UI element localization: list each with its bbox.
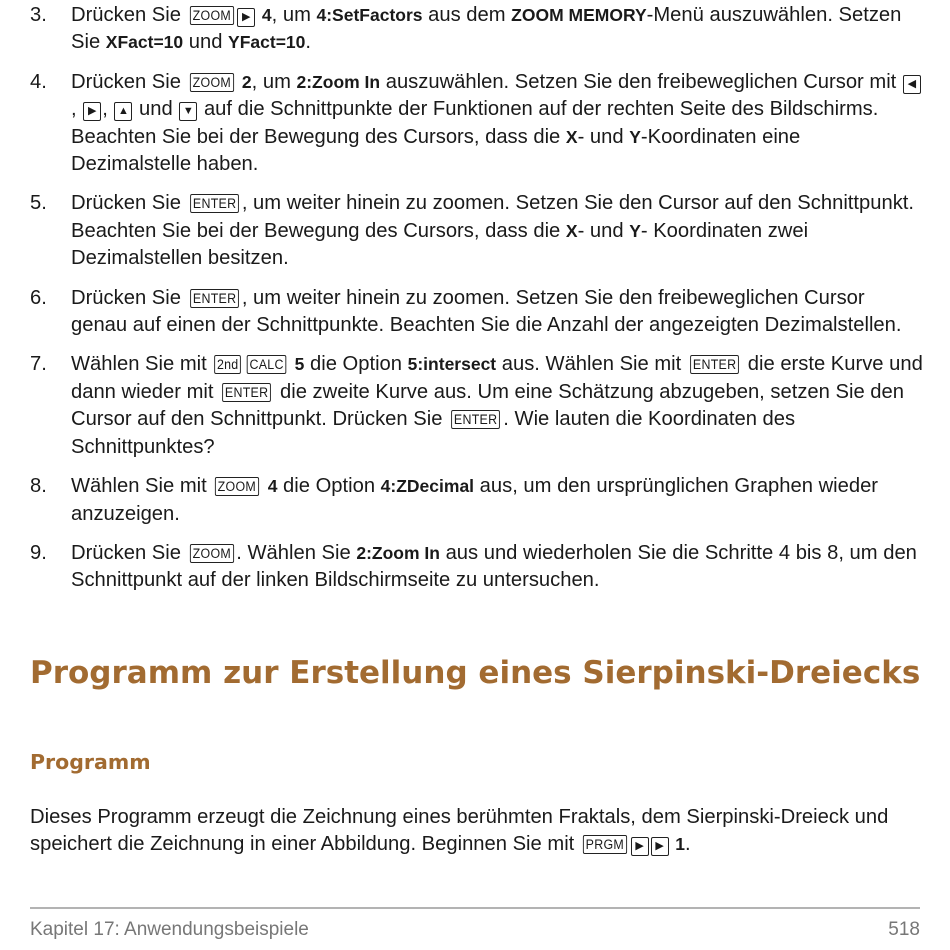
zoom-key: ZOOM	[189, 544, 233, 563]
enter-key: ENTER	[690, 355, 739, 374]
step-number: 3.	[30, 4, 47, 26]
prgm-key: PRGM	[583, 835, 627, 854]
section-heading: Programm zur Erstellung eines Sierpinski-Dreiecks	[30, 655, 921, 691]
enter-key: ENTER	[222, 383, 271, 402]
up-arrow-key: ▲	[114, 102, 132, 121]
down-arrow-key: ▼	[179, 102, 197, 121]
step-number: 9.	[30, 541, 47, 564]
footer-chapter: Kapitel 17: Anwendungsbeispiele	[30, 919, 309, 940]
left-arrow-key: ◀	[903, 75, 921, 94]
calc-key: CALC	[247, 355, 287, 374]
second-key: 2nd	[215, 355, 242, 374]
step-list	[30, 2, 925, 607]
enter-key: ENTER	[190, 289, 239, 308]
step-5: 5. Drücken Sie ENTER , um weiter hinein zu zoomen. Setzen Sie den Cursor auf den Schnittpunkt. Beachten Sie bei der Bewegung des Cursors, dass die X- und Y- Koordinaten zwei Dezimalstellen besitzen.	[30, 192, 915, 270]
step-7: 7. Wählen Sie mit 2nd CALC 5 die Option 5:intersect aus. Wählen Sie mit ENTER die erste Kurve und dann wieder mit ENTER die zweite Kurve aus. Um eine Schätzung abzugeben, setzen Sie den Cursor auf den Schnittpunkt. Drücken Sie ENTER . Wie lauten die Koordinaten des Schnittpunktes?	[30, 353, 923, 458]
step-number: 5.	[30, 192, 47, 215]
page-number: 518	[888, 919, 920, 940]
right-arrow-key: ▶	[631, 837, 649, 856]
intro-paragraph: Dieses Programm erzeugt die Zeichnung eines berühmten Fraktals, dem Sierpinski-Dreieck und speichert die Zeichnung in einer Abbildung. Beginnen Sie mit PRGM ▶ ▶ 1.	[30, 806, 889, 856]
subsection-heading: Programm	[30, 750, 151, 774]
menu-item-zdecimal: 4:ZDecimal	[380, 476, 475, 497]
step-number: 8.	[30, 475, 47, 498]
step-number: 7.	[30, 353, 47, 376]
step-number: 4.	[30, 70, 47, 93]
step-6: 6. Drücken Sie ENTER , um weiter hinein zu zoomen. Setzen Sie den freibeweglichen Cursor genau auf einen der Schnittpunkte. Beachten Sie die Anzahl der angezeigten Dezimalstellen.	[30, 286, 902, 337]
step-number: 6.	[30, 286, 47, 309]
enter-key: ENTER	[190, 194, 239, 213]
step-9: 9. Drücken Sie ZOOM . Wählen Sie 2:Zoom In aus und wiederholen Sie die Schritte 4 bis 8, um den Schnittpunkt auf der linken Bildschirmseite zu untersuchen.	[30, 541, 917, 592]
menu-name-zoom-memory: ZOOM MEMORY	[511, 5, 647, 25]
menu-item-zoom-in: 2:Zoom In	[356, 542, 440, 563]
right-arrow-key: ▶	[651, 837, 669, 856]
step-4: 4. Drücken Sie ZOOM 2, um 2:Zoom In auszuwählen. Setzen Sie den freibeweglichen Cursor mit ◀, ▶ , ▲ und ▼ auf die Schnittpunkte der Funktionen auf der rechten Seite des Bildschirms. Beachten Sie bei der Bewegung des Cursors, dass die X- und Y-Koordinaten eine Dezimalstelle haben.	[30, 69, 925, 179]
footer-divider	[30, 907, 920, 909]
zoom-key: ZOOM	[189, 73, 233, 92]
menu-item-setfactors: 4:SetFactors	[316, 5, 423, 25]
step-3: 3. Drücken Sie ZOOM ▶ 4, um 4:SetFactors aus dem ZOOM MEMORY-Menü auszuwählen. Setzen Sie XFact=10 und YFact=10.	[30, 4, 902, 54]
right-arrow-key: ▶	[83, 102, 101, 121]
enter-key: ENTER	[451, 410, 500, 429]
right-arrow-key: ▶	[237, 8, 255, 27]
menu-item-zoom-in: 2:Zoom In	[296, 71, 381, 92]
step-8: 8. Wählen Sie mit ZOOM 4 die Option 4:ZDecimal aus, um den ursprünglichen Graphen wieder anzuzeigen.	[30, 475, 879, 525]
zoom-key: ZOOM	[189, 6, 233, 25]
zoom-key: ZOOM	[215, 477, 259, 496]
menu-item-intersect: 5:intersect	[407, 354, 497, 375]
